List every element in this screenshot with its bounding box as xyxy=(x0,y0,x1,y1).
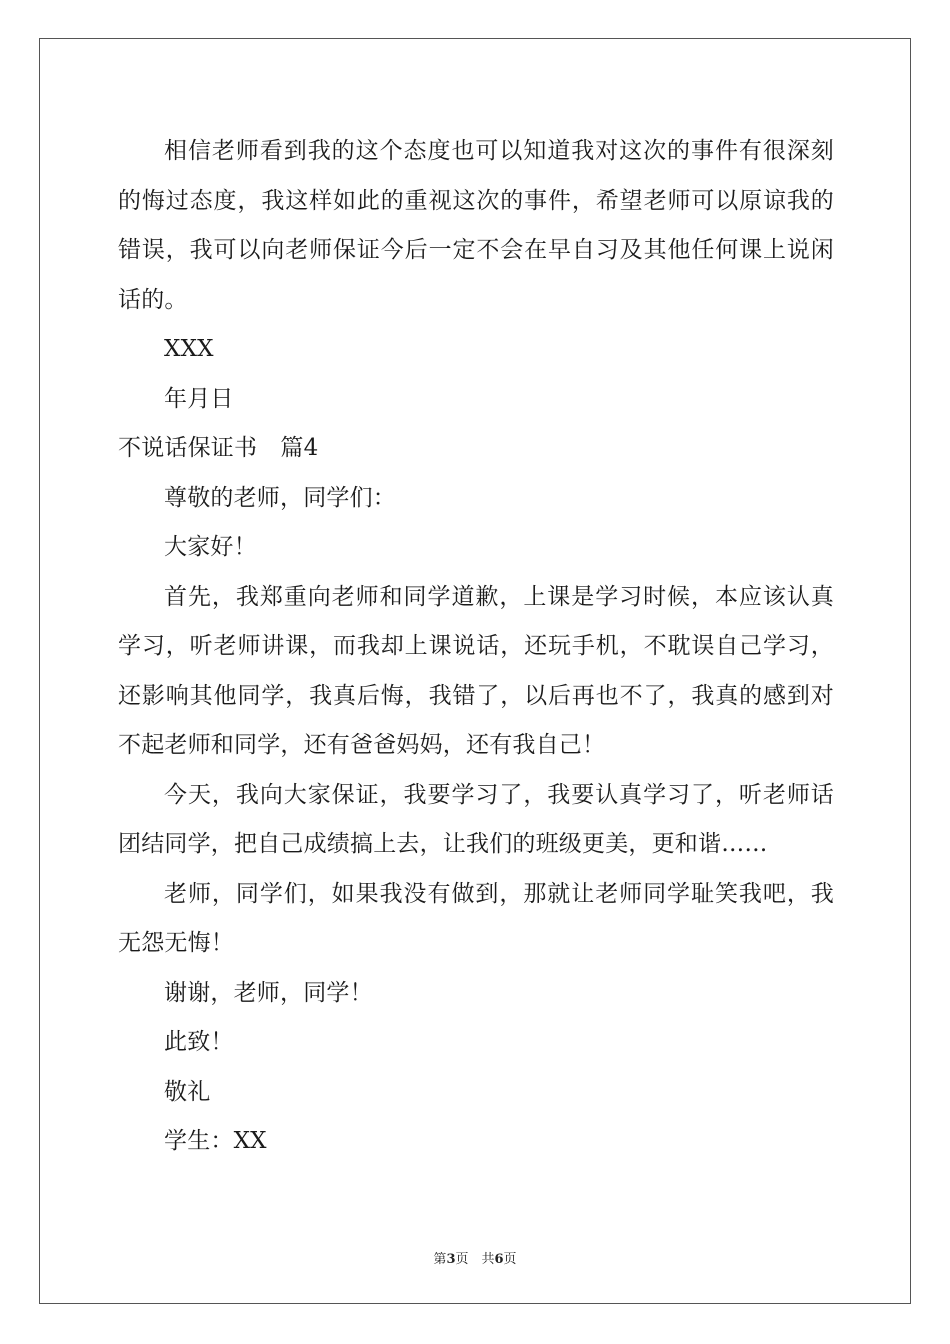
paragraph-student: 学生：XX xyxy=(164,1128,267,1154)
paragraph-salutation: 尊敬的老师，同学们： xyxy=(164,484,396,511)
paragraph-thanks: 谢谢，老师，同学！ xyxy=(164,979,373,1006)
paragraph-promise: 今天，我向大家保证，我要学习了，我要认真学习了，听老师话团结同学，把自己成绩搞上去，让我们的班级更美，更和谐…… xyxy=(118,781,834,857)
paragraph-apology: 首先，我郑重向老师和同学道歉，上课是学习时候，本应该认真学习，听老师讲课，而我却上课说话，还玩手机，不耽误自己学习，还影响其他同学，我真后悔，我错了，以后再也不了，我真的感到对不起老师和同学，还有爸爸妈妈，还有我自己！ xyxy=(118,583,834,758)
document-body xyxy=(118,127,834,1167)
page-footer xyxy=(0,1248,950,1267)
footer-middle: 页 共 xyxy=(455,1252,495,1267)
paragraph-greeting: 大家好！ xyxy=(164,534,257,560)
footer-total-pages: 6 xyxy=(494,1252,504,1267)
paragraph-closing: 此致！ xyxy=(164,1029,234,1055)
paragraph-commitment: 老师，同学们，如果我没有做到，那就让老师同学耻笑我吧，我无怨无悔！ xyxy=(118,880,834,956)
paragraph-date: 年月日 xyxy=(164,385,234,412)
footer-current-page: 3 xyxy=(446,1252,456,1267)
paragraph-signature: XXX xyxy=(164,336,214,362)
footer-prefix: 第 xyxy=(433,1252,447,1267)
section-heading: 不说话保证书 篇4 xyxy=(118,435,319,461)
paragraph-regards: 敬礼 xyxy=(164,1078,211,1105)
footer-suffix: 页 xyxy=(503,1252,517,1267)
paragraph-1: 相信老师看到我的这个态度也可以知道我对这次的事件有很深刻的悔过态度，我这样如此的重视这次的事件，希望老师可以原谅我的错误，我可以向老师保证今后一定不会在早自习及其他任何课上说闲话的。 xyxy=(118,138,834,313)
